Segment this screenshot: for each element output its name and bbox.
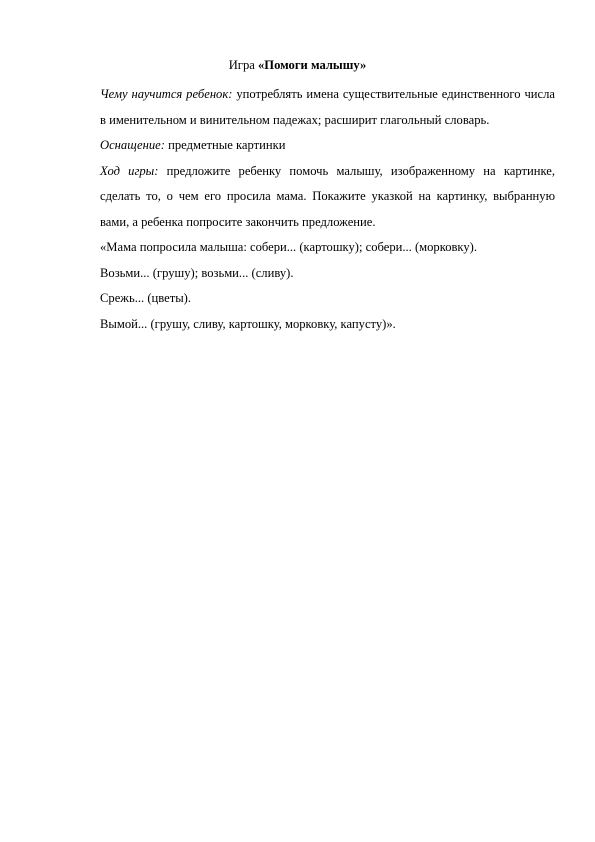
equipment-text: предметные картинки [164,138,286,152]
paragraph-game-procedure [100,159,555,236]
paragraph-equipment [100,133,555,159]
document-title [0,56,595,74]
example-line-3: Срежь... (цветы). [100,291,192,305]
example-line-1: «Мама попросила малыша: собери... (картошку); собери... (морковку). [100,240,478,254]
title-prefix: Игра [228,58,258,72]
learning-goals-label: Чему научится ребенок: [100,87,233,101]
learning-goals-text: употреблять имена существительные единственного числа в именительном и винительном падежах; расширит глагольный словарь. [100,87,555,127]
title-game-name: «Помоги малышу» [257,58,367,72]
game-procedure-label: Ход игры: [100,163,159,178]
paragraph-learning-goals [100,82,555,133]
example-line-4: Вымой... (грушу, сливу, картошку, морковку, капусту)». [100,316,396,331]
equipment-label: Оснащение: [100,138,165,152]
example-line-2: Возьми... (грушу); возьми... (сливу). [100,265,294,280]
game-procedure-text: предложите ребенку помочь малышу, изображенному на картинке, сделать то, о чем его просила мама. Покажите указкой на картинку, выбранную вами, а ребенка попросите закончить предложение. [100,163,556,229]
document-body [100,82,555,337]
